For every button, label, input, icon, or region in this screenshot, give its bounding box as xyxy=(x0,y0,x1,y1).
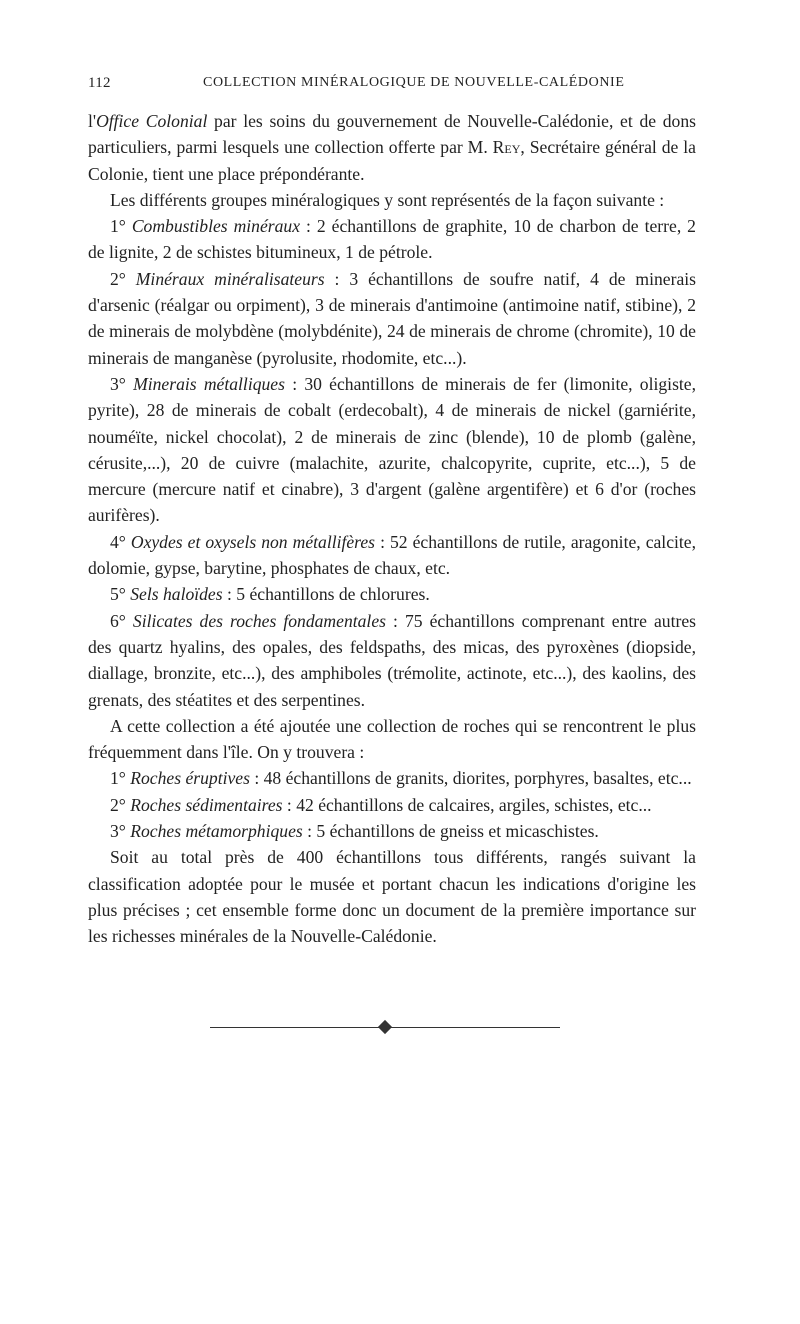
list-item-oxydes xyxy=(88,529,696,582)
item-title: Minéraux minéralisateurs xyxy=(135,268,325,289)
paragraph-intro: Les différents groupes minéralogiques y sont représentés de la façon suivante : xyxy=(110,189,665,210)
list-item-metalliques xyxy=(88,371,696,529)
ornament-line-left xyxy=(210,1027,380,1028)
list-item-roches-sedimentaires xyxy=(88,792,696,818)
item-title: Oxydes et oxysels non métallifères xyxy=(130,531,376,552)
text-run: l' xyxy=(88,111,97,131)
item-number: 3° xyxy=(110,821,131,842)
item-title: Roches sédimentaires xyxy=(130,794,283,815)
list-item-roches-metamorphiques xyxy=(88,818,696,844)
item-title: Roches éruptives xyxy=(130,768,250,789)
text-run: , Secrétaire général de la Colonie, tient une place prépondérante. xyxy=(88,137,696,184)
list-item-mineralisateurs xyxy=(88,266,696,371)
item-number: 1° xyxy=(110,216,132,237)
item-number: 1° xyxy=(110,768,131,789)
item-text: : 3 échantillons de soufre natif, 4 de minerais d'arsenic (réalgar ou orpiment), 3 de minerais d'antimoine (antimoine natif, stibine), 2 de minerais de molybdène (molybdénite), 24 de minerais de chrome (chromite), 10 de minerais de manganèse (pyrolusite, rhodomite, etc...). xyxy=(88,268,696,368)
item-text: : 52 échantillons de rutile, aragonite, calcite, dolomie, gypse, barytine, phosphates de chaux, etc. xyxy=(88,531,696,579)
list-item-sels xyxy=(88,581,696,607)
paragraph-conclusion: Soit au total près de 400 échantillons tous différents, rangés suivant la classification adoptée pour le musée et portant chacun les indications d'origine les plus précises ; cet ensemble forme donc un document de la première importance sur les richesses minérales de la Nouvelle-Calédonie. xyxy=(88,847,696,947)
page-number: 112 xyxy=(88,75,111,91)
list-item-combustibles xyxy=(88,213,696,266)
list-item-roches-eruptives xyxy=(88,765,696,791)
italic-text: Office Colonial xyxy=(96,111,208,131)
item-text: : 30 échantillons de minerais de fer (limonite, oligiste, pyrite), 28 de minerais de cobalt (erdecobalt), 4 de minerais de nickel (garniérite, nouméïte, nickel chocolat), 2 de minerais de zinc (blende), 10 de plomb (galène, cérusite,...), 20 de cuivre (malachite, azurite, chalcopyrite, cuprite, etc...), 5 de mercure (mercure natif et cinabre), 3 d'argent (galène argentifère) et 6 d'or (roches aurifères). xyxy=(88,373,697,526)
paragraph-continuation xyxy=(88,108,696,187)
item-text: : 2 échantillons de graphite, 10 de charbon de terre, 2 de lignite, 2 de schistes bitumineux, 1 de pétrole. xyxy=(88,216,696,263)
text-run: par les soins du gouvernement de Nouvelle-Calédonie, et de dons particuliers, parmi lesquels une collection offerte par M. xyxy=(88,111,696,158)
page-body xyxy=(88,108,696,950)
ornament-line-right xyxy=(390,1027,560,1028)
item-number: 4° xyxy=(110,531,131,552)
running-title: COLLECTION MINÉRALOGIQUE DE NOUVELLE-CALÉDONIE xyxy=(203,75,625,90)
paragraph-roches-intro: A cette collection a été ajoutée une collection de roches qui se rencontrent le plus fréquemment dans l'île. On y trouvera : xyxy=(88,715,696,763)
section-end-ornament xyxy=(210,1022,560,1034)
item-title: Roches métamorphiques xyxy=(130,821,303,842)
item-text: : 75 échantillons comprenant entre autres des quartz hyalins, des opales, des feldspaths, des micas, des pyroxènes (diopside, diallage, bronzite, etc...), des amphiboles (trémolite, actinote, etc...), des kaolins, des grenats, des stéatites et des serpentines. xyxy=(88,610,696,710)
item-title: Silicates des roches fondamentales xyxy=(132,610,386,631)
item-number: 2° xyxy=(110,794,131,815)
item-number: 5° xyxy=(110,584,131,605)
item-title: Sels haloïdes xyxy=(130,584,223,605)
item-title: Minerais métalliques xyxy=(133,373,285,394)
name-small-caps: Rey xyxy=(492,137,521,158)
item-number: 3° xyxy=(110,373,134,394)
item-title: Combustibles minéraux xyxy=(131,216,301,237)
item-text: : 5 échantillons de chlorures. xyxy=(222,584,430,605)
item-text: : 42 échantillons de calcaires, argiles, schistes, etc... xyxy=(282,794,652,815)
list-item-silicates xyxy=(88,608,696,713)
item-number: 2° xyxy=(110,268,136,289)
item-number: 6° xyxy=(110,610,133,631)
item-text: : 48 échantillons de granits, diorites, porphyres, basaltes, etc... xyxy=(249,768,692,789)
item-text: : 5 échantillons de gneiss et micaschistes. xyxy=(302,821,599,842)
